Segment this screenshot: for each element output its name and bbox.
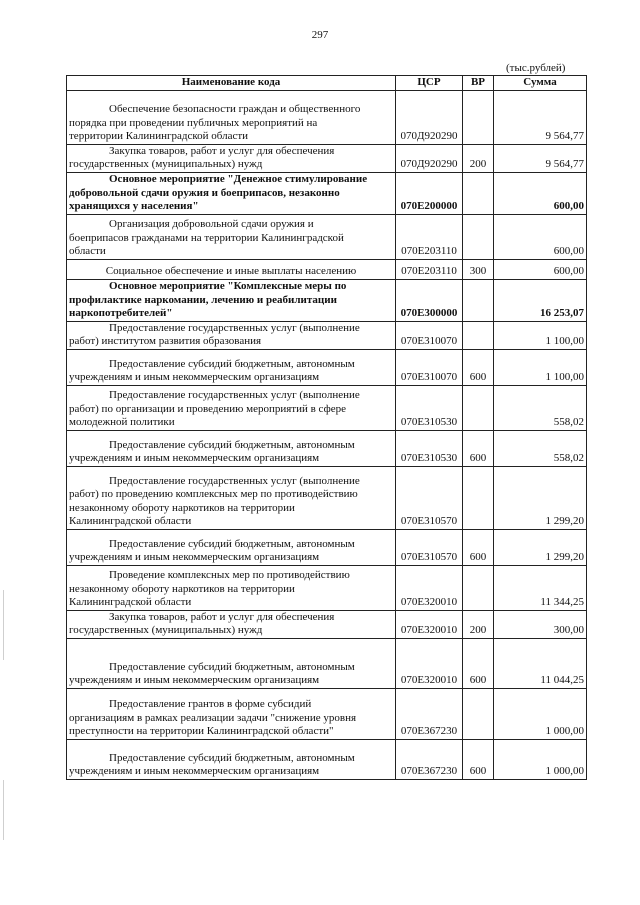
row-name-line: Предоставление субсидий бюджетным, автономным: [109, 537, 355, 550]
row-name-line: Организация добровольной сдачи оружия и: [109, 218, 314, 230]
row-name-line: Предоставление государственных услуг (выполнение: [109, 474, 360, 487]
row-vr: [463, 321, 494, 349]
row-sum: 1 299,20: [494, 529, 587, 565]
row-name-line: Предоставление субсидий бюджетным, автономным: [109, 751, 355, 764]
units-note: (тыс.рублей): [506, 62, 566, 74]
row-csr: 070Е320010: [396, 610, 463, 638]
row-name: [67, 688, 396, 739]
row-name-line: Предоставление государственных услуг (выполнение: [109, 389, 360, 401]
table-row: [67, 739, 587, 779]
row-name-line: учреждениям и иным некоммерческим организациям: [69, 674, 320, 686]
table-row: [67, 90, 587, 144]
row-name-line: Проведение комплексных мер по противодействию: [109, 569, 350, 581]
row-name: [67, 214, 396, 259]
row-sum: 1 000,00: [494, 739, 587, 779]
row-sum: 11 344,25: [494, 565, 587, 610]
row-vr: [463, 565, 494, 610]
row-name: [67, 349, 396, 385]
row-sum: 300,00: [494, 610, 587, 638]
table-row: [67, 349, 587, 385]
row-name: [67, 321, 396, 349]
table-row: [67, 430, 587, 466]
row-name: [67, 259, 396, 279]
row-sum: 1 000,00: [494, 688, 587, 739]
header-sum: Сумма: [494, 76, 587, 91]
row-csr: 070Е320010: [396, 565, 463, 610]
row-name: [67, 279, 396, 321]
row-name-line: учреждениям и иным некоммерческим организациям: [69, 452, 320, 464]
row-csr: 070Е200000: [396, 172, 463, 214]
row-name-line: Социальное обеспечение и иные выплаты населению: [105, 265, 357, 277]
row-name-line: наркопотребителей": [69, 307, 173, 319]
row-name-line: Основное мероприятие "Денежное стимулирование: [109, 173, 368, 185]
table-row: [67, 144, 587, 172]
scan-edge-mark: [3, 780, 4, 840]
row-csr: 070Е300000: [396, 279, 463, 321]
row-name: [67, 466, 396, 529]
row-name-line: хранящихся у населения": [69, 200, 199, 212]
row-csr: 070Е310070: [396, 349, 463, 385]
row-name-line: государственных (муниципальных) нужд: [69, 624, 263, 636]
row-name: [67, 529, 396, 565]
row-name-line: территории Калининградской области: [69, 130, 249, 142]
row-sum: 9 564,77: [494, 144, 587, 172]
row-name: [67, 385, 396, 430]
row-name: [67, 610, 396, 638]
header-name: Наименование кода: [67, 76, 396, 91]
row-vr: [463, 279, 494, 321]
row-name-line: незаконному обороту наркотиков на территории: [69, 501, 295, 514]
row-name-line: области: [69, 245, 106, 257]
row-name-line: Закупка товаров, работ и услуг для обеспечения: [109, 610, 335, 623]
row-name-line: работ) по организации и проведению мероприятий в сфере: [69, 402, 346, 415]
row-name: [67, 172, 396, 214]
row-name-line: Предоставление грантов в форме субсидий: [109, 698, 312, 710]
row-name-line: добровольной сдачи оружия и боеприпасов, незаконно: [69, 186, 340, 199]
row-vr: 600: [463, 430, 494, 466]
row-sum: 600,00: [494, 214, 587, 259]
row-vr: 600: [463, 349, 494, 385]
row-name-line: Предоставление государственных услуг (выполнение: [109, 321, 360, 334]
row-name-line: преступности на территории Калининградской области": [69, 725, 334, 737]
row-sum: 9 564,77: [494, 90, 587, 144]
row-vr: [463, 214, 494, 259]
row-sum: 558,02: [494, 430, 587, 466]
row-name-line: Предоставление субсидий бюджетным, автономным: [109, 357, 355, 370]
row-name-line: боеприпасов гражданами на территории Калининградской: [69, 231, 344, 244]
row-csr: 070Д920290: [396, 90, 463, 144]
row-csr: 070Е310570: [396, 466, 463, 529]
row-csr: 070Е320010: [396, 638, 463, 688]
row-name-line: государственных (муниципальных) нужд: [69, 158, 263, 170]
table-row: [67, 214, 587, 259]
row-name: [67, 430, 396, 466]
row-name-line: Обеспечение безопасности граждан и общественного: [109, 103, 361, 115]
row-csr: 070Е203110: [396, 259, 463, 279]
row-sum: 16 253,07: [494, 279, 587, 321]
row-vr: 200: [463, 610, 494, 638]
row-sum: 11 044,25: [494, 638, 587, 688]
table-row: [67, 565, 587, 610]
table-row: [67, 466, 587, 529]
table-row: [67, 279, 587, 321]
row-name-line: работ) институтом развития образования: [69, 335, 262, 347]
row-name-line: Основное мероприятие "Комплексные меры по: [109, 280, 347, 292]
row-vr: 600: [463, 529, 494, 565]
row-sum: 600,00: [494, 259, 587, 279]
table-row: [67, 529, 587, 565]
row-vr: [463, 688, 494, 739]
row-name-line: учреждениям и иным некоммерческим организациям: [69, 765, 320, 777]
header-vr: ВР: [463, 76, 494, 91]
row-name-line: организациям в рамках реализации задачи "снижение уровня: [69, 711, 357, 724]
row-vr: 300: [463, 259, 494, 279]
row-vr: [463, 385, 494, 430]
table-row: [67, 610, 587, 638]
row-csr: 070Е203110: [396, 214, 463, 259]
table-row: [67, 172, 587, 214]
scan-edge-mark: [3, 590, 4, 660]
row-csr: 070Е367230: [396, 688, 463, 739]
table-row: [67, 321, 587, 349]
row-csr: 070Е310530: [396, 430, 463, 466]
row-csr: 070Е310070: [396, 321, 463, 349]
row-name: [67, 90, 396, 144]
row-name: [67, 144, 396, 172]
row-csr: 070Е310530: [396, 385, 463, 430]
table-header-row: [67, 76, 587, 91]
row-name-line: молодежной политики: [69, 416, 175, 428]
row-name-line: Предоставление субсидий бюджетным, автономным: [109, 660, 355, 673]
table-row: [67, 259, 587, 279]
header-csr: ЦСР: [396, 76, 463, 91]
row-sum: 1 299,20: [494, 466, 587, 529]
table-row: [67, 688, 587, 739]
row-vr: 600: [463, 739, 494, 779]
row-name: [67, 638, 396, 688]
row-vr: 200: [463, 144, 494, 172]
row-sum: 1 100,00: [494, 321, 587, 349]
row-vr: [463, 172, 494, 214]
budget-table: [66, 75, 587, 780]
table-body: [67, 90, 587, 779]
row-vr: 600: [463, 638, 494, 688]
row-name-line: работ) по проведению комплексных мер по противодействию: [69, 488, 358, 500]
row-name-line: Предоставление субсидий бюджетным, автономным: [109, 438, 355, 451]
table-row: [67, 385, 587, 430]
row-name: [67, 739, 396, 779]
row-vr: [463, 90, 494, 144]
row-name-line: учреждениям и иным некоммерческим организациям: [69, 371, 320, 383]
row-name-line: порядка при проведении публичных мероприятий на: [69, 116, 318, 129]
row-csr: 070Е310570: [396, 529, 463, 565]
row-name-line: незаконному обороту наркотиков на территории: [69, 582, 295, 595]
row-csr: 070Е367230: [396, 739, 463, 779]
row-sum: 1 100,00: [494, 349, 587, 385]
row-name-line: Закупка товаров, работ и услуг для обеспечения: [109, 144, 335, 157]
row-name-line: учреждениям и иным некоммерческим организациям: [69, 551, 320, 563]
row-sum: 558,02: [494, 385, 587, 430]
table-row: [67, 638, 587, 688]
row-name-line: Калининградской области: [69, 515, 192, 527]
page-number: 297: [311, 29, 329, 41]
row-csr: 070Д920290: [396, 144, 463, 172]
row-name: [67, 565, 396, 610]
row-name-line: профилактике наркомании, лечению и реабилитации: [69, 293, 337, 306]
row-name-line: Калининградской области: [69, 596, 192, 608]
row-vr: [463, 466, 494, 529]
row-sum: 600,00: [494, 172, 587, 214]
